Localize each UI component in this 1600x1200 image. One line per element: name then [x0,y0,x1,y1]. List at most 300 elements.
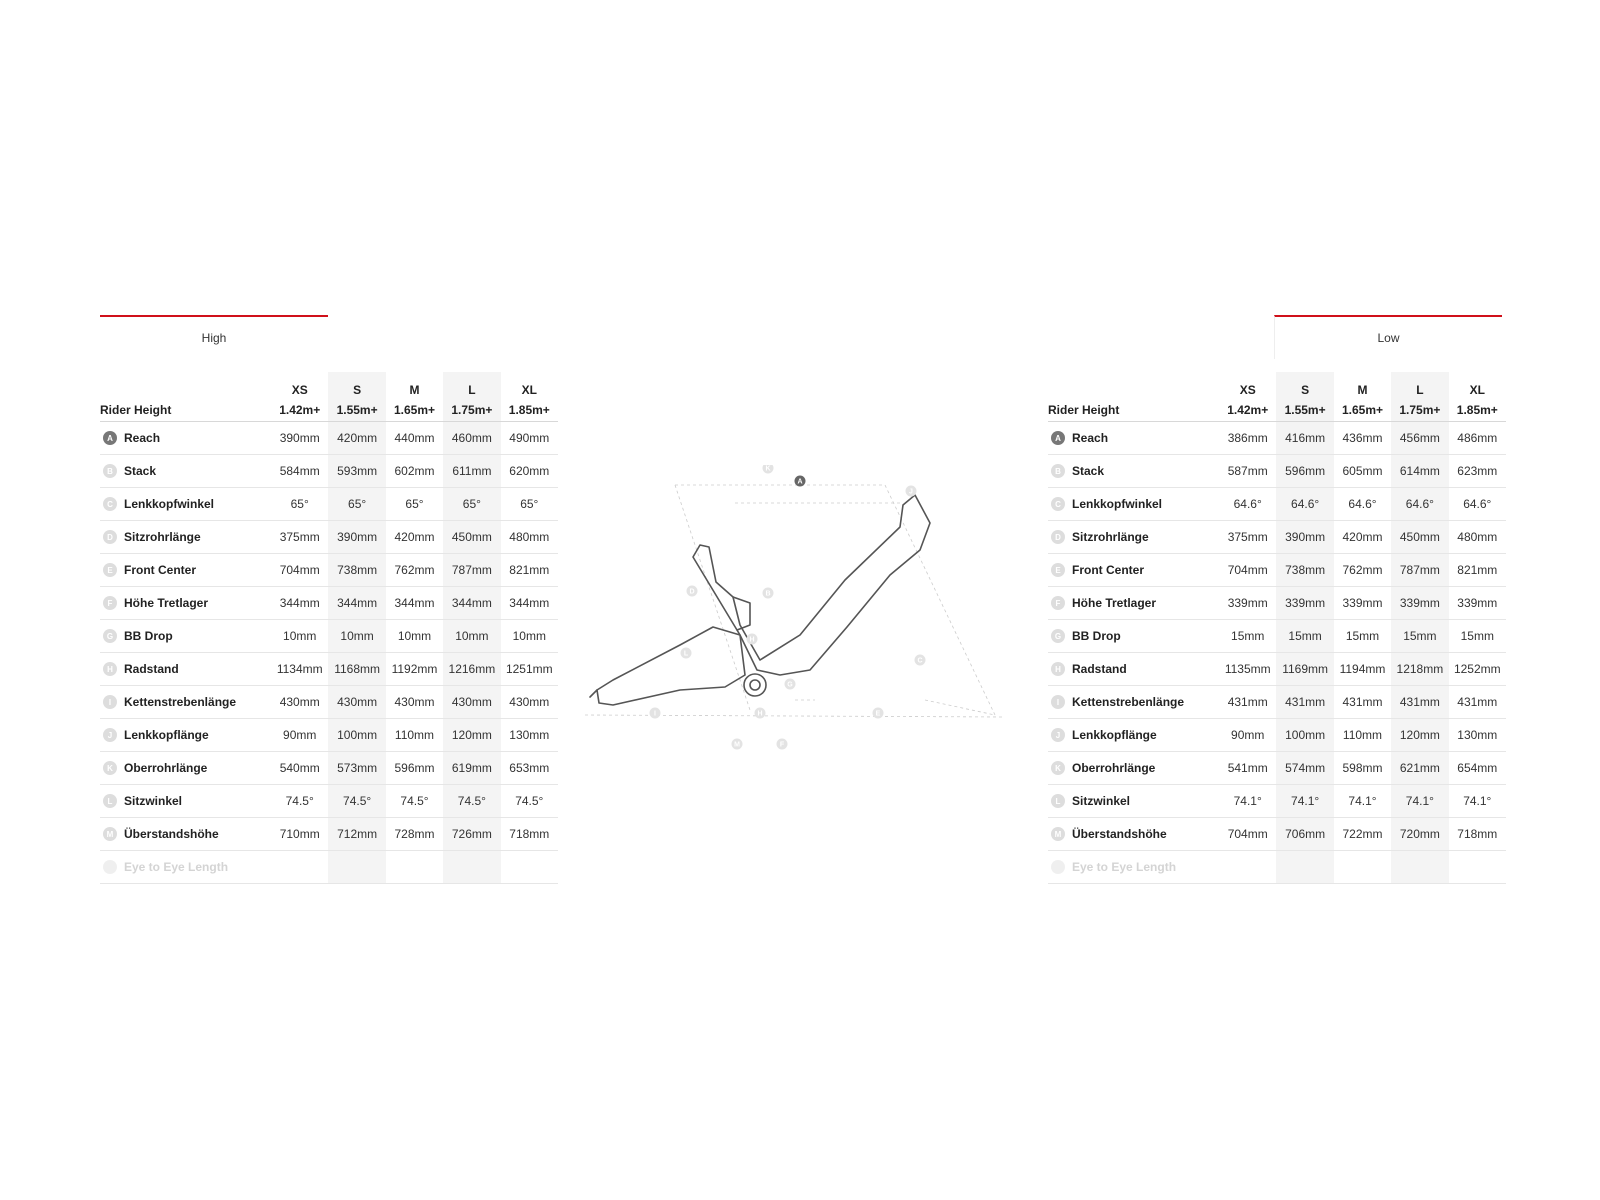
row-label-cell [1048,653,1219,686]
dropout-line [590,690,597,697]
measurement-value [1391,851,1448,884]
measurement-label: Höhe Tretlager [124,596,209,610]
bottom-bracket [744,674,766,696]
measurement-letter-badge: I [1051,695,1065,709]
badge-e-text: E [875,710,881,718]
measurement-label: Sitzwinkel [1072,794,1131,808]
row-label-cell [1048,455,1219,488]
measurement-value: 573mm [328,752,385,785]
measurement-value: 10mm [328,620,385,653]
measurement-value: 728mm [386,818,443,851]
measurement-letter-badge: L [1051,794,1065,808]
row-label [100,596,271,610]
measurement-value: 720mm [1391,818,1448,851]
row-label-cell [100,653,271,686]
measurement-value: 821mm [501,554,558,587]
badge-l-text: L [683,650,689,658]
table-row [100,686,558,719]
rider-height-label: Rider Height [100,399,271,422]
row-label [1048,497,1219,511]
row-label-cell [1048,620,1219,653]
badge-d-text: D [689,588,695,596]
measurement-value: 65° [443,488,500,521]
measurement-letter-badge: G [103,629,117,643]
badge-g-text: G [787,681,793,689]
measurement-value: 598mm [1334,752,1391,785]
measurement-value: 1135mm [1219,653,1276,686]
measurement-value: 718mm [1449,818,1506,851]
measurement-value: 450mm [1391,521,1448,554]
measurement-value [443,851,500,884]
measurement-value: 440mm [386,422,443,455]
measurement-label: Überstandshöhe [1072,827,1167,841]
rider-height-value: 1.42m+ [271,399,328,422]
row-label [100,464,271,478]
bottom-bracket-inner [750,680,760,690]
row-label-cell [100,752,271,785]
measurement-value: 738mm [1276,554,1333,587]
measurement-letter-badge: K [103,761,117,775]
measurement-letter-badge: C [103,497,117,511]
shock-path [733,597,750,630]
measurement-value: 420mm [386,521,443,554]
measurement-value: 74.1° [1391,785,1448,818]
tab-low[interactable]: Low [1274,315,1502,359]
measurement-value: 1192mm [386,653,443,686]
badge-j-text: J [909,488,913,496]
measurement-value: 344mm [443,587,500,620]
measurement-value: 64.6° [1276,488,1333,521]
measurement-value: 74.5° [501,785,558,818]
measurement-value: 420mm [1334,521,1391,554]
measurement-value: 431mm [1219,686,1276,719]
table-row [100,521,558,554]
rider-height-value: 1.42m+ [1219,399,1276,422]
table-row [1048,752,1506,785]
measurement-value: 15mm [1449,620,1506,653]
measurement-letter-badge: B [103,464,117,478]
measurement-label: Stack [124,464,157,478]
row-label [100,662,271,676]
measurement-value: 339mm [1276,587,1333,620]
measurement-letter-badge: G [1051,629,1065,643]
table-row [100,752,558,785]
rider-height-value: 1.65m+ [386,399,443,422]
row-label-cell [1048,422,1219,455]
measurement-value: 762mm [1334,554,1391,587]
measurement-value: 15mm [1391,620,1448,653]
table-row [100,620,558,653]
measurement-value: 120mm [443,719,500,752]
row-label [1048,530,1219,544]
row-label [1048,827,1219,841]
header-spacer [100,372,271,399]
measurement-value: 74.1° [1449,785,1506,818]
row-label [100,860,271,874]
size-header: S [328,372,385,399]
measurement-value: 15mm [1334,620,1391,653]
measurement-label: Lenkkopflänge [124,728,209,742]
measurement-label: BB Drop [1072,629,1121,643]
row-label-cell [1048,521,1219,554]
measurement-label: Reach [1072,431,1109,445]
measurement-letter-badge: M [103,827,117,841]
measurement-value: 130mm [1449,719,1506,752]
table-row [1048,422,1506,455]
measurement-value: 90mm [1219,719,1276,752]
measurement-value: 64.6° [1391,488,1448,521]
measurement-value: 15mm [1276,620,1333,653]
measurement-value: 584mm [271,455,328,488]
measurement-value: 15mm [1219,620,1276,653]
measurement-value: 65° [328,488,385,521]
measurement-letter-badge: D [1051,530,1065,544]
table-row [100,719,558,752]
measurement-value: 431mm [1449,686,1506,719]
size-header: M [1357,383,1368,397]
measurement-value: 431mm [1276,686,1333,719]
measurement-value: 456mm [1391,422,1448,455]
measurement-value: 431mm [1391,686,1448,719]
table-row [100,488,558,521]
measurement-label: Front Center [124,563,196,577]
measurement-value [1334,851,1391,884]
measurement-value: 1168mm [328,653,385,686]
measurement-label: Radstand [124,662,179,676]
measurement-letter-badge: A [1051,431,1065,445]
measurement-value: 344mm [386,587,443,620]
measurement-value [328,851,385,884]
row-label [1048,662,1219,676]
measurement-value: 621mm [1391,752,1448,785]
measurement-value: 74.1° [1219,785,1276,818]
rear-triangle-path [597,627,745,705]
row-label-cell [100,686,271,719]
table-row [100,554,558,587]
measurement-value: 420mm [328,422,385,455]
row-label-cell [100,785,271,818]
measurement-value: 602mm [386,455,443,488]
measurement-letter-badge: F [1051,596,1065,610]
measurement-letter-badge: N [103,860,117,874]
measurement-value: 74.5° [386,785,443,818]
size-header: XL [521,383,537,397]
row-label [100,695,271,709]
main-frame-path [693,495,930,675]
geometry-table-low [1048,372,1506,884]
measurement-letter-badge: A [103,431,117,445]
ground-line [585,715,1005,717]
measurement-letter-badge: L [103,794,117,808]
badge-i-text: I [654,710,656,718]
row-label [1048,464,1219,478]
measurement-label: Reach [124,431,161,445]
measurement-value: 593mm [328,455,385,488]
row-label-cell [1048,554,1219,587]
table-row [1048,620,1506,653]
header-spacer [1048,372,1219,399]
measurement-value: 436mm [1334,422,1391,455]
tab-high[interactable]: High [100,315,328,359]
measurement-value: 710mm [271,818,328,851]
rider-height-value: 1.55m+ [1276,399,1333,422]
row-label [1048,629,1219,643]
measurement-value: 65° [501,488,558,521]
measurement-value: 1251mm [501,653,558,686]
badge-c-text: C [917,657,923,665]
measurement-value: 344mm [328,587,385,620]
measurement-value: 339mm [1219,587,1276,620]
row-label-cell [100,719,271,752]
rider-height-label: Rider Height [1048,399,1219,422]
geometry-table-high [100,372,558,884]
table-row [100,587,558,620]
measurement-letter-badge: J [103,728,117,742]
measurement-value: 430mm [386,686,443,719]
measurement-value: 10mm [386,620,443,653]
rider-height-value: 1.85m+ [501,399,558,422]
measurement-letter-badge: F [103,596,117,610]
badge-h-small-text: H [749,636,755,644]
measurement-label: Lenkkopfwinkel [124,497,215,511]
measurement-value: 100mm [328,719,385,752]
measurement-value: 339mm [1391,587,1448,620]
table-row [1048,521,1506,554]
measurement-value: 1194mm [1334,653,1391,686]
measurement-value: 64.6° [1219,488,1276,521]
measurement-value: 726mm [443,818,500,851]
measurement-label: Kettenstrebenlänge [124,695,237,709]
measurement-value: 486mm [1449,422,1506,455]
measurement-value: 100mm [1276,719,1333,752]
ground-angle-line [925,700,995,715]
table-row [1048,818,1506,851]
measurement-value: 64.6° [1449,488,1506,521]
measurement-value: 74.5° [443,785,500,818]
measurement-label: Sitzrohrlänge [124,530,201,544]
measurement-value: 718mm [501,818,558,851]
row-label [100,728,271,742]
measurement-value: 65° [386,488,443,521]
measurement-label: Eye to Eye Length [124,860,229,874]
measurement-value: 1216mm [443,653,500,686]
measurement-label: BB Drop [124,629,173,643]
measurement-value: 65° [271,488,328,521]
measurement-value: 654mm [1449,752,1506,785]
row-label-cell [100,587,271,620]
measurement-label: Sitzwinkel [124,794,183,808]
measurement-letter-badge: H [103,662,117,676]
measurement-label: Sitzrohrlänge [1072,530,1149,544]
row-label-cell [100,851,271,884]
measurement-value: 431mm [1334,686,1391,719]
measurement-value: 10mm [271,620,328,653]
table-row [1048,851,1506,884]
measurement-value: 375mm [1219,521,1276,554]
rider-height-value: 1.85m+ [1449,399,1506,422]
seat-angle-line [675,485,750,710]
row-label [100,629,271,643]
measurement-value: 722mm [1334,818,1391,851]
row-label [1048,596,1219,610]
measurement-value: 587mm [1219,455,1276,488]
measurement-letter-badge: M [1051,827,1065,841]
measurement-value: 653mm [501,752,558,785]
measurement-value: 1169mm [1276,653,1333,686]
measurement-label: Lenkkopflänge [1072,728,1157,742]
row-label [100,530,271,544]
table-row [1048,785,1506,818]
measurement-value [271,851,328,884]
measurement-letter-badge: K [1051,761,1065,775]
row-label-cell [1048,785,1219,818]
size-header: XS [1239,383,1256,397]
table-row [100,422,558,455]
row-label-cell [100,422,271,455]
row-label-cell [1048,851,1219,884]
badge-b-text: B [765,590,771,598]
row-label [1048,695,1219,709]
table-row [1048,587,1506,620]
measurement-value: 762mm [386,554,443,587]
measurement-value: 541mm [1219,752,1276,785]
measurement-label: Oberrohrlänge [1072,761,1156,775]
size-header: L [443,372,500,399]
size-header: XL [1469,383,1485,397]
rider-height-value: 1.75m+ [1391,399,1448,422]
measurement-letter-badge: I [103,695,117,709]
measurement-label: Radstand [1072,662,1127,676]
measurement-value: 480mm [501,521,558,554]
measurement-value [1276,851,1333,884]
size-header: M [409,383,420,397]
measurement-value: 416mm [1276,422,1333,455]
measurement-value: 64.6° [1334,488,1391,521]
row-label [100,563,271,577]
badge-m-text: M [734,741,740,749]
row-label-cell [100,554,271,587]
measurement-value: 614mm [1391,455,1448,488]
measurement-value: 74.1° [1334,785,1391,818]
measurement-value: 110mm [386,719,443,752]
table-row [100,851,558,884]
measurement-label: Oberrohrlänge [124,761,208,775]
measurement-value: 1218mm [1391,653,1448,686]
measurement-value: 1134mm [271,653,328,686]
row-label-cell [1048,818,1219,851]
measurement-value: 540mm [271,752,328,785]
measurement-value: 10mm [501,620,558,653]
measurement-value: 704mm [1219,554,1276,587]
measurement-value: 344mm [271,587,328,620]
row-label-cell [1048,752,1219,785]
measurement-value: 430mm [271,686,328,719]
measurement-letter-badge: B [1051,464,1065,478]
measurement-value: 390mm [1276,521,1333,554]
table-row [100,653,558,686]
table-row [1048,686,1506,719]
measurement-value: 339mm [1334,587,1391,620]
measurement-label: Front Center [1072,563,1144,577]
table-row [1048,455,1506,488]
measurement-label: Überstandshöhe [124,827,219,841]
size-header: L [1391,372,1448,399]
measurement-value: 120mm [1391,719,1448,752]
measurement-value: 490mm [501,422,558,455]
measurement-value: 460mm [443,422,500,455]
measurement-value: 574mm [1276,752,1333,785]
measurement-value: 430mm [501,686,558,719]
measurement-label: Stack [1072,464,1105,478]
measurement-value: 375mm [271,521,328,554]
measurement-value: 706mm [1276,818,1333,851]
measurement-letter-badge: N [1051,860,1065,874]
row-label [1048,563,1219,577]
measurement-letter-badge: E [103,563,117,577]
measurement-value: 430mm [328,686,385,719]
row-label-cell [1048,488,1219,521]
measurement-value: 74.5° [328,785,385,818]
row-label-cell [100,455,271,488]
row-label [100,827,271,841]
measurement-value: 787mm [443,554,500,587]
measurement-value: 74.5° [271,785,328,818]
size-header: XS [291,383,308,397]
measurement-value: 619mm [443,752,500,785]
measurement-letter-badge: D [103,530,117,544]
measurement-letter-badge: C [1051,497,1065,511]
rider-height-value: 1.65m+ [1334,399,1391,422]
table-row [1048,719,1506,752]
measurement-value: 450mm [443,521,500,554]
measurement-value: 390mm [328,521,385,554]
row-label [100,761,271,775]
measurement-value: 611mm [443,455,500,488]
badge-f-text: F [779,741,785,749]
measurement-value: 344mm [501,587,558,620]
measurement-value [501,851,558,884]
measurement-value: 1252mm [1449,653,1506,686]
row-label-cell [1048,587,1219,620]
measurement-value: 704mm [1219,818,1276,851]
measurement-value: 74.1° [1276,785,1333,818]
measurement-label: Höhe Tretlager [1072,596,1157,610]
rider-height-value: 1.75m+ [443,399,500,422]
row-label [1048,794,1219,808]
measurement-label: Eye to Eye Length [1072,860,1177,874]
measurement-value: 605mm [1334,455,1391,488]
row-label-cell [100,488,271,521]
table-row [1048,554,1506,587]
measurement-value: 712mm [328,818,385,851]
row-label [1048,860,1219,874]
table-row [100,785,558,818]
measurement-value: 596mm [386,752,443,785]
measurement-value: 623mm [1449,455,1506,488]
bike-frame-diagram [585,465,1015,775]
measurement-value: 390mm [271,422,328,455]
measurement-letter-badge: J [1051,728,1065,742]
measurement-value: 110mm [1334,719,1391,752]
row-label [1048,431,1219,445]
row-label-cell [100,818,271,851]
size-header: S [1276,372,1333,399]
measurement-value: 130mm [501,719,558,752]
row-label-cell [100,620,271,653]
row-label [1048,761,1219,775]
measurement-value: 386mm [1219,422,1276,455]
measurement-value: 430mm [443,686,500,719]
